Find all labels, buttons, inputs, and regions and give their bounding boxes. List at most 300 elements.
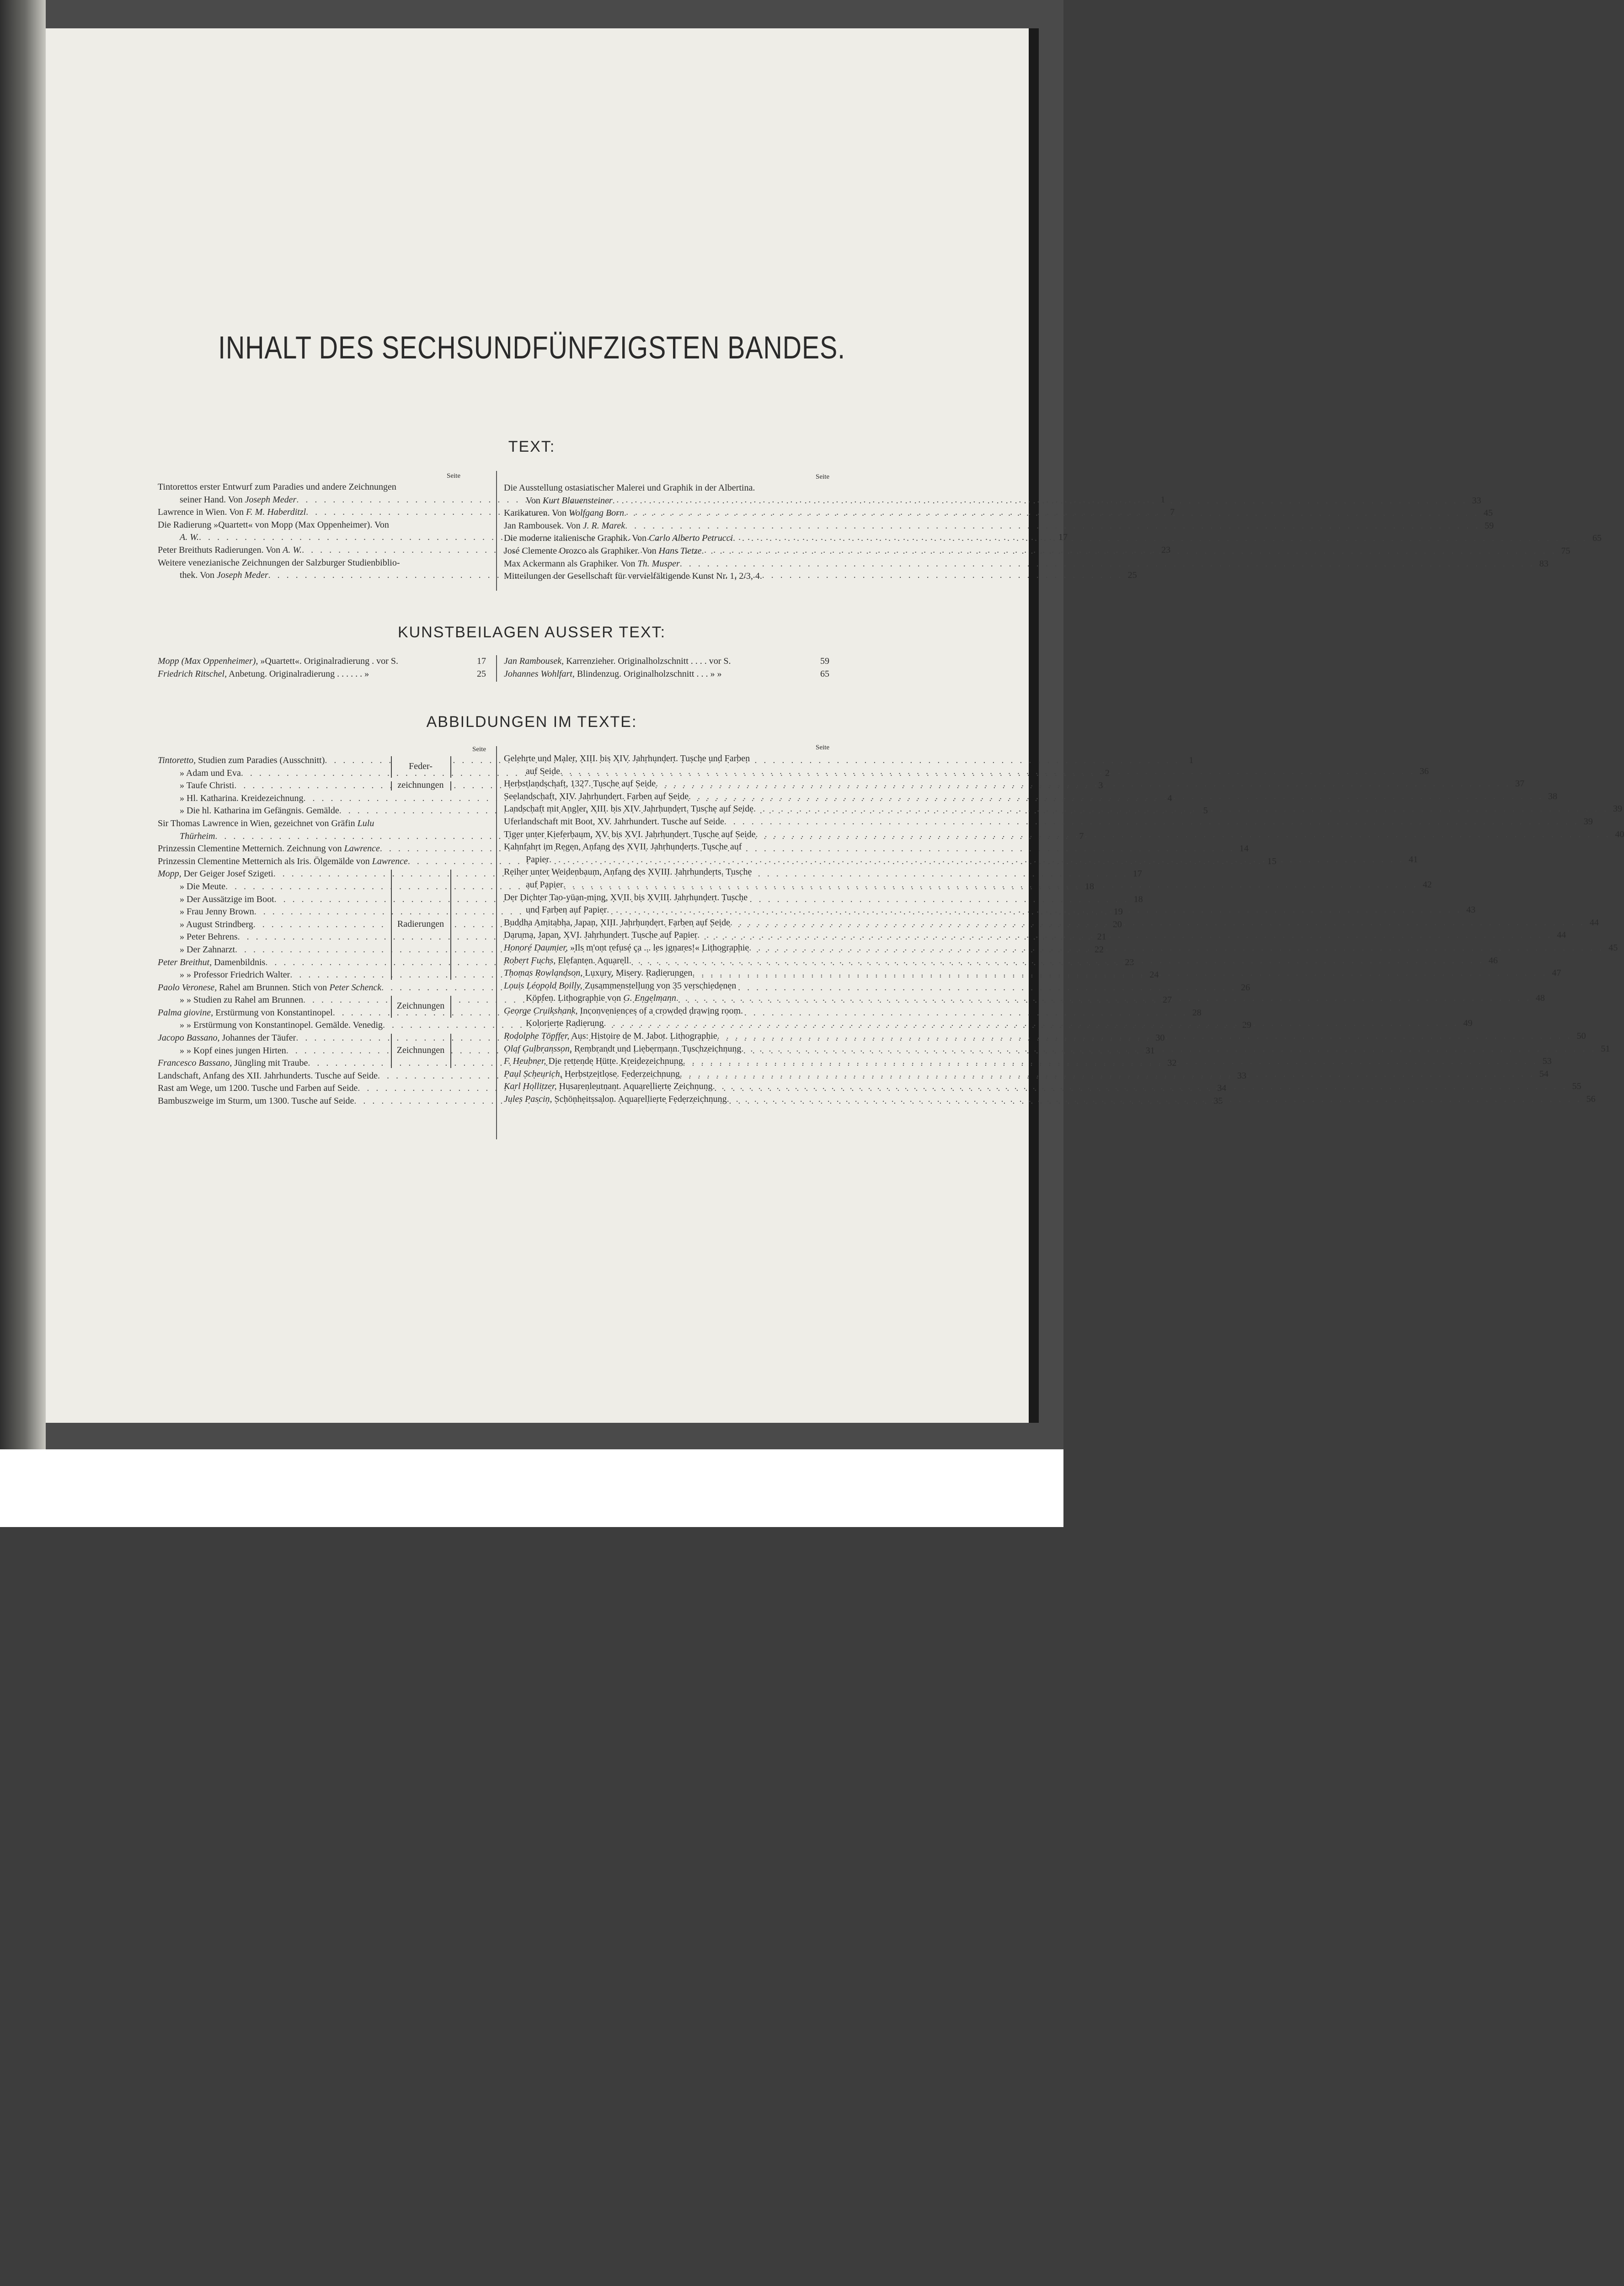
page-number: 48 bbox=[1535, 993, 1545, 1004]
toc-entry bbox=[158, 557, 460, 570]
bracket-line bbox=[450, 870, 454, 979]
entry-text bbox=[158, 780, 234, 792]
toc-entry bbox=[504, 765, 1429, 778]
section-title-text: TEXT: bbox=[508, 438, 556, 455]
entry-text bbox=[504, 929, 697, 942]
entry-text bbox=[158, 668, 369, 681]
entry-title: Gelehrte und Maler, XIII. bis XIV. Jahrhundert. Tusche und Farben bbox=[504, 753, 750, 764]
bracket-label: Feder- bbox=[391, 761, 450, 772]
leader-dots bbox=[549, 854, 1404, 866]
page-number: 55 bbox=[1572, 1081, 1581, 1092]
entry-title: Jan Rambousek. Von bbox=[504, 520, 583, 531]
entry-text bbox=[158, 805, 339, 817]
bracket-line bbox=[388, 781, 392, 790]
page-number: 46 bbox=[1488, 955, 1498, 966]
entry-text bbox=[504, 1068, 680, 1081]
page-number: 44 bbox=[1589, 917, 1599, 928]
page-number: 41 bbox=[1409, 854, 1418, 865]
entry-title: » Frau Jenny Brown bbox=[180, 907, 254, 917]
entry-text bbox=[158, 982, 381, 994]
leader-dots bbox=[629, 955, 1484, 967]
leader-dots bbox=[604, 1017, 1459, 1030]
page-number: 24 bbox=[1149, 970, 1159, 980]
entry-author: Joseph Meder bbox=[216, 570, 268, 581]
entry-title: Luxury, Misery. Radierungen bbox=[582, 968, 693, 978]
entry-text bbox=[504, 992, 676, 1005]
entry-author: Thomas Rowlandson, bbox=[504, 968, 583, 978]
entry-text bbox=[158, 843, 380, 855]
page-number: 27 bbox=[1162, 995, 1172, 1005]
leader-dots bbox=[692, 967, 1547, 980]
toc-entry bbox=[504, 495, 1481, 507]
page-number: 14 bbox=[1239, 844, 1249, 854]
entry-text bbox=[504, 917, 730, 929]
page-number: 26 bbox=[1241, 982, 1250, 993]
entry-title: Tiger unter Kieferbaum, XV. bis XVI. Jahrhundert. Tusche auf Seide bbox=[504, 829, 756, 839]
toc-entry bbox=[504, 558, 1549, 571]
entry-author: Hans Tietze bbox=[658, 545, 702, 556]
page-number: 43 bbox=[1466, 905, 1476, 915]
entry-text bbox=[504, 892, 829, 904]
entry-author: F. Heubner, bbox=[504, 1056, 546, 1067]
page-number: 31 bbox=[1145, 1045, 1155, 1056]
toc-entry bbox=[504, 866, 829, 879]
page-number: 39 bbox=[1583, 816, 1593, 827]
entry-title: Der Dichter Tao-yüan-ming, XVII. bis XVIII. Jahrhundert. Tusche bbox=[504, 892, 748, 903]
entry-author: A. W. bbox=[283, 545, 302, 555]
entry-title: Karrenzieher. Originalholzschnitt . . . . vor S. bbox=[564, 656, 731, 666]
page-number: 1 bbox=[1160, 494, 1165, 505]
leader-dots bbox=[724, 816, 1579, 828]
entry-title: Seelandschaft, XIV. Jahrhundert. Farben auf Seide bbox=[504, 791, 689, 801]
leader-dots bbox=[749, 942, 1604, 955]
page-number: 19 bbox=[1113, 907, 1123, 917]
leader-dots bbox=[697, 929, 1552, 942]
bracket-line bbox=[450, 756, 454, 778]
entry-author: Friedrich Ritschel, bbox=[158, 668, 227, 679]
entry-text bbox=[504, 765, 560, 778]
entry-title: Rembrandt und Liebermann. Tuschzeichnung bbox=[572, 1043, 742, 1054]
page-number: 39 bbox=[1613, 804, 1622, 814]
page-number: 25 bbox=[477, 668, 486, 679]
entry-title: Köpfen. Lithographie von bbox=[526, 993, 624, 1004]
entry-title: » » Kopf eines jungen Hirten bbox=[180, 1045, 286, 1056]
entry-title: Mitteilungen der Gesellschaft für vervielfältigende Kunst Nr. 1, 2/3, 4. bbox=[504, 571, 762, 582]
page-number: 7 bbox=[1170, 507, 1175, 518]
entry-author: Rodolphe Töpffer, bbox=[504, 1031, 570, 1042]
entry-title: Studien zum Paradies (Ausschnitt) bbox=[196, 755, 325, 765]
seite-header: Seite bbox=[816, 473, 829, 481]
page-number: 7 bbox=[1079, 831, 1084, 841]
entry-title: Der Geiger Josef Szigeti bbox=[181, 869, 273, 879]
entry-text bbox=[158, 830, 215, 843]
page-number: 50 bbox=[1576, 1031, 1586, 1042]
entry-text bbox=[504, 828, 755, 841]
entry-text bbox=[504, 558, 680, 571]
toc-entry bbox=[504, 828, 1624, 841]
entry-text bbox=[504, 942, 749, 955]
entry-text bbox=[158, 817, 486, 830]
page-number: 40 bbox=[1615, 829, 1624, 839]
toc-entry bbox=[504, 482, 829, 495]
entry-author: Jan Rambousek, bbox=[504, 656, 564, 666]
entry-text bbox=[504, 1080, 713, 1093]
entry-title: Peter Breithuts Radierungen. Von bbox=[158, 545, 283, 555]
entry-text bbox=[158, 531, 199, 544]
entry-author: Peter Breithut, bbox=[158, 957, 212, 967]
page-number: 35 bbox=[1213, 1096, 1223, 1106]
entry-author: George Cruikshank, bbox=[504, 1005, 578, 1016]
entry-author: Honoré Daumier, bbox=[504, 942, 568, 953]
toc-entry bbox=[504, 655, 829, 668]
entry-text bbox=[504, 841, 829, 854]
entry-author: Mopp (Max Oppenheimer), bbox=[158, 656, 258, 666]
entry-title: Lawrence in Wien. Von bbox=[158, 507, 246, 518]
bracket-line bbox=[450, 781, 454, 790]
page-number: 54 bbox=[1539, 1068, 1549, 1079]
entry-text bbox=[504, 495, 613, 507]
bracket-line bbox=[450, 1034, 454, 1068]
entry-author: Jules Pascin, bbox=[504, 1094, 552, 1105]
entry-title: Papier bbox=[526, 854, 550, 865]
entry-text bbox=[158, 481, 460, 494]
toc-entry bbox=[504, 507, 1493, 520]
entry-title: » Hl. Katharina. Kreidezeichnung bbox=[180, 793, 304, 803]
entry-text bbox=[158, 1045, 286, 1058]
entry-title: José Clemente Orozco als Graphiker. Von bbox=[504, 545, 659, 556]
page-number: 5 bbox=[1203, 806, 1208, 816]
entry-title: Damenbildnis bbox=[212, 957, 266, 967]
page-number: 29 bbox=[1242, 1020, 1252, 1031]
entry-title: »Quartett«. Originalradierung . vor S. bbox=[258, 656, 398, 666]
entry-text bbox=[504, 520, 625, 533]
entry-author: Thürheim bbox=[180, 831, 215, 841]
leader-dots bbox=[680, 1068, 1535, 1081]
entry-text bbox=[504, 1017, 604, 1030]
page-number: 25 bbox=[1127, 570, 1137, 581]
seite-header: Seite bbox=[447, 472, 460, 480]
page-number: 53 bbox=[1542, 1056, 1552, 1067]
entry-title: » Der Zahnarzt bbox=[180, 944, 235, 955]
page-number: 36 bbox=[1419, 766, 1429, 776]
entry-author: J. R. Marek bbox=[582, 520, 625, 531]
leader-dots bbox=[676, 992, 1531, 1005]
entry-title: Herbstlandschaft, 1327. Tusche auf Seide bbox=[504, 779, 656, 789]
entry-title: Buddha Amitabha, Japan, XIII. Jahrhundert. Farben auf Seide bbox=[504, 917, 730, 928]
entry-title: Aus: Histoire de M. Jabot. Lithographie bbox=[569, 1031, 717, 1042]
page-number: 83 bbox=[1539, 558, 1549, 569]
entry-title: » Taufe Christi bbox=[180, 780, 235, 791]
page-number: 20 bbox=[1112, 919, 1122, 929]
entry-title: » Die Meute bbox=[180, 881, 225, 892]
page-number: 33 bbox=[1237, 1070, 1247, 1081]
leader-dots bbox=[563, 879, 1418, 892]
toc-entry bbox=[158, 817, 486, 830]
entry-text bbox=[504, 545, 702, 558]
page-number: 34 bbox=[1217, 1083, 1227, 1094]
entry-author: Louis Léopold Boilly, bbox=[504, 980, 582, 991]
entry-title: » Die hl. Katharina im Gefängnis. Gemälde bbox=[180, 806, 339, 816]
leader-dots bbox=[656, 778, 1511, 790]
entry-title: Die rettende Hütte. Kreidezeichnung bbox=[546, 1056, 683, 1067]
entry-title: Husarenleutnant. Aquarellierte Zeichnung bbox=[556, 1081, 713, 1092]
page-number: 37 bbox=[1515, 779, 1525, 789]
toc-entry bbox=[504, 520, 1494, 533]
page-number: 42 bbox=[1422, 879, 1432, 890]
toc-entry bbox=[504, 790, 1557, 803]
bracket-line bbox=[388, 996, 392, 1017]
seite-header: Seite bbox=[816, 744, 829, 751]
entry-title: Die moderne italienische Graphik. Von bbox=[504, 533, 649, 544]
toc-entry bbox=[504, 816, 1593, 828]
page-number: 3 bbox=[1098, 780, 1103, 791]
leader-dots bbox=[613, 495, 1468, 507]
entry-title: Tintorettos erster Entwurf zum Paradies und andere Zeichnungen bbox=[158, 482, 396, 492]
entry-title: Sir Thomas Lawrence in Wien, gezeichnet von Gräfin bbox=[158, 818, 358, 828]
entry-text bbox=[504, 753, 829, 765]
toc-entry bbox=[504, 803, 1622, 816]
page-number: 38 bbox=[1548, 791, 1557, 801]
page-number: 45 bbox=[1483, 508, 1493, 518]
leader-dots bbox=[741, 1043, 1596, 1056]
page-number: 4 bbox=[1167, 793, 1172, 803]
toc-entry bbox=[504, 892, 829, 904]
entry-title: Schönheitssalon. Aquarellierte Federzeichnung bbox=[552, 1094, 727, 1105]
entry-author: Francesco Bassano, bbox=[158, 1058, 232, 1068]
entry-title: Zusammenstellung von 35 verschiedenen bbox=[582, 980, 737, 991]
toc-entry bbox=[504, 1005, 829, 1018]
leader-dots bbox=[624, 507, 1479, 520]
entry-author: Paul Scheurich, bbox=[504, 1068, 562, 1079]
page-number: 18 bbox=[1084, 881, 1094, 892]
page-number: 56 bbox=[1586, 1094, 1596, 1105]
leader-dots bbox=[733, 532, 1588, 545]
bracket-label: Radierungen bbox=[391, 919, 450, 929]
page-number: 32 bbox=[1167, 1058, 1177, 1068]
column-divider bbox=[496, 746, 497, 1139]
page-number: 23 bbox=[1161, 545, 1171, 555]
entry-text bbox=[158, 931, 238, 944]
entry-title: Karikaturen. Von bbox=[504, 508, 569, 518]
entry-title: Uferlandschaft mit Boot, XV. Jahrhundert. Tusche auf Seide bbox=[504, 816, 724, 827]
toc-entry bbox=[504, 753, 829, 765]
entry-author: A. W. bbox=[180, 532, 199, 543]
entry-text bbox=[504, 1055, 683, 1068]
leader-dots bbox=[753, 803, 1608, 816]
entry-author: Paolo Veronese, bbox=[158, 982, 217, 993]
entry-text bbox=[504, 1005, 829, 1018]
entry-text bbox=[158, 919, 253, 931]
page-number: 65 bbox=[1592, 533, 1602, 544]
page-number: 45 bbox=[1608, 942, 1618, 953]
toc-entry bbox=[504, 841, 829, 854]
entry-title: Max Ackermann als Graphiker. Von bbox=[504, 558, 638, 569]
entry-title: Rahel am Brunnen. Stich von bbox=[217, 982, 330, 993]
page-number: 59 bbox=[820, 656, 829, 666]
toc-entry bbox=[158, 655, 486, 668]
entry-text bbox=[158, 956, 265, 969]
entry-author: Tintoretto, bbox=[158, 755, 196, 765]
entry-title: Inconveniences of a crowded drawing room. bbox=[577, 1005, 743, 1016]
entry-text bbox=[504, 854, 549, 866]
entry-title: » August Strindberg bbox=[180, 919, 253, 929]
entry-title: » Der Aussätzige im Boot bbox=[180, 894, 274, 904]
entry-author: Lulu bbox=[357, 818, 374, 828]
bracket-line bbox=[388, 870, 392, 979]
entry-title: » Peter Behrens bbox=[180, 932, 238, 942]
entry-text bbox=[158, 655, 398, 668]
entry-text bbox=[158, 569, 268, 582]
leader-dots bbox=[607, 904, 1462, 917]
entry-title: Jüngling mit Traube bbox=[232, 1058, 308, 1068]
leader-dots bbox=[680, 558, 1535, 571]
entry-text bbox=[504, 1093, 727, 1106]
page-number: 75 bbox=[1561, 545, 1571, 556]
entry-text bbox=[504, 967, 692, 980]
section-title-abbildungen: ABBILDUNGEN IM TEXTE: bbox=[426, 713, 637, 731]
entry-author: Palma giovine, bbox=[158, 1007, 214, 1018]
entry-title: thek. Von bbox=[180, 570, 217, 581]
entry-author: Peter Schenck bbox=[329, 982, 382, 993]
page-number: 22 bbox=[1095, 944, 1104, 955]
entry-text bbox=[158, 855, 408, 868]
kunst-left-column bbox=[158, 655, 486, 680]
toc-entry bbox=[504, 778, 1525, 790]
entry-title: Daruma, Japan, XVI. Jahrhundert. Tusche auf Papier bbox=[504, 930, 698, 940]
entry-text bbox=[504, 790, 689, 803]
page-number: 49 bbox=[1463, 1018, 1473, 1029]
entry-text bbox=[504, 655, 731, 668]
page-number: 18 bbox=[1133, 894, 1143, 904]
footer-bar bbox=[0, 1449, 1063, 1527]
leader-dots bbox=[730, 917, 1585, 929]
entry-text bbox=[158, 1007, 333, 1020]
entry-author: Th. Musper bbox=[637, 558, 680, 569]
entry-text bbox=[158, 906, 254, 919]
entry-title: Kahnfahrt im Regen, Anfang des XVII. Jahrhunderts. Tusche auf bbox=[504, 842, 742, 852]
entry-text bbox=[158, 767, 241, 780]
entry-title: » » Professor Friedrich Walter bbox=[180, 970, 290, 980]
seite-header: Seite bbox=[472, 746, 486, 753]
entry-text bbox=[504, 1030, 717, 1043]
entry-text bbox=[504, 816, 724, 828]
entry-author: Robert Fuchs, bbox=[504, 955, 556, 966]
entry-text bbox=[504, 980, 829, 993]
entry-text bbox=[158, 557, 460, 570]
entry-text bbox=[158, 969, 290, 982]
entry-text bbox=[158, 494, 296, 507]
page-number: 30 bbox=[1155, 1033, 1165, 1043]
entry-title: » » Erstürmung von Konstantinopel. Gemälde. Venedig bbox=[180, 1020, 383, 1031]
entry-author: Joseph Meder bbox=[245, 494, 297, 505]
entry-title: Landschaft mit Angler, XIII. bis XIV. Jahrhundert. Tusche auf Seide bbox=[504, 804, 753, 814]
entry-text bbox=[504, 532, 733, 545]
page-number: 47 bbox=[1552, 968, 1561, 978]
page-number: 2 bbox=[1105, 768, 1110, 778]
entry-title: Erstürmung von Konstantinopel bbox=[213, 1007, 333, 1018]
entry-title: Kolorierte Radierung bbox=[526, 1018, 604, 1029]
page-number: 17 bbox=[477, 656, 486, 666]
entry-title: seiner Hand. Von bbox=[180, 494, 245, 505]
leader-dots bbox=[713, 1080, 1568, 1093]
page-number: 51 bbox=[1601, 1043, 1610, 1054]
toc-entry bbox=[158, 481, 460, 494]
entry-text bbox=[158, 506, 306, 519]
entry-author: Jacopo Bassano, bbox=[158, 1033, 220, 1043]
leader-dots bbox=[702, 545, 1557, 558]
entry-title: und Farben auf Papier bbox=[526, 905, 607, 915]
page-number: 21 bbox=[1097, 932, 1106, 942]
page-number: 15 bbox=[1267, 856, 1277, 866]
bracket-label: Zeichnungen bbox=[391, 1045, 450, 1056]
entry-text bbox=[158, 868, 273, 881]
entry-text bbox=[158, 1057, 308, 1070]
entry-author: Olaf Gulbransson, bbox=[504, 1043, 572, 1054]
entry-text bbox=[158, 544, 302, 557]
toc-entry bbox=[158, 519, 460, 532]
entry-text bbox=[504, 803, 753, 816]
entry-author: Johannes Wohlfart, bbox=[504, 668, 575, 679]
entry-title: Anbetung. Originalradierung . . . . . . » bbox=[227, 668, 369, 679]
entry-text bbox=[158, 1070, 378, 1083]
entry-title: Bambuszweige im Sturm, um 1300. Tusche auf Seide bbox=[158, 1096, 354, 1106]
entry-title: Blindenzug. Originalholzschnitt . . . » » bbox=[574, 668, 722, 679]
page-number: 33 bbox=[1472, 495, 1481, 506]
entry-text bbox=[158, 893, 274, 906]
bracket-line bbox=[450, 996, 454, 1017]
leader-dots bbox=[560, 765, 1415, 778]
kunst-right-column bbox=[504, 655, 829, 680]
entry-author: Wolfgang Born bbox=[569, 508, 624, 518]
toc-entry bbox=[504, 668, 829, 681]
entry-author: Carlo Alberto Petrucci bbox=[648, 533, 733, 544]
entry-text bbox=[504, 507, 624, 520]
section-title-kunstbeilagen: KUNSTBEILAGEN AUSSER TEXT: bbox=[397, 624, 666, 641]
leader-dots bbox=[683, 1055, 1538, 1068]
entry-title: Weitere venezianische Zeichnungen der Salzburger Studienbiblio- bbox=[158, 557, 400, 568]
entry-title: Reiher unter Weidenbaum, Anfang des XVIII. Jahrhunderts. Tusche bbox=[504, 867, 752, 877]
entry-title: Rast am Wege, um 1200. Tusche und Farben auf Seide bbox=[158, 1083, 358, 1094]
leader-dots bbox=[625, 520, 1480, 533]
entry-title: Prinzessin Clementine Metternich. Zeichnung von bbox=[158, 844, 344, 854]
leader-dots bbox=[727, 1093, 1582, 1106]
entry-title: Johannes der Täufer bbox=[219, 1033, 296, 1043]
entry-author: Kurt Blauensteiner bbox=[542, 495, 613, 506]
entry-text bbox=[158, 1095, 354, 1108]
entry-author: Karl Hollitzer, bbox=[504, 1081, 557, 1092]
entry-text bbox=[504, 955, 629, 967]
entry-text bbox=[504, 1043, 741, 1056]
entry-title: auf Seide bbox=[526, 766, 560, 776]
toc-entry bbox=[158, 668, 486, 681]
entry-author: Lawrence bbox=[372, 856, 408, 866]
page-number: 23 bbox=[1125, 957, 1134, 967]
entry-text bbox=[158, 1082, 358, 1095]
entry-text bbox=[158, 994, 303, 1007]
toc-entry bbox=[504, 570, 829, 583]
page-number: 59 bbox=[1485, 520, 1494, 531]
entry-title: Herbstzeitlose. Federzeichnung bbox=[562, 1068, 680, 1079]
entry-title: Elefanten. Aquarell bbox=[556, 955, 629, 966]
entry-title: Landschaft, Anfang des XII. Jahrhunderts. Tusche auf Seide bbox=[158, 1070, 378, 1081]
column-divider bbox=[496, 471, 497, 591]
bracket-line bbox=[388, 1034, 392, 1068]
page-number: 65 bbox=[820, 668, 829, 679]
leader-dots bbox=[755, 828, 1610, 841]
entry-text bbox=[504, 904, 607, 917]
entry-text bbox=[158, 519, 460, 532]
entry-title: Die Radierung »Quartett« von Mopp (Max Oppenheimer). Von bbox=[158, 519, 389, 530]
